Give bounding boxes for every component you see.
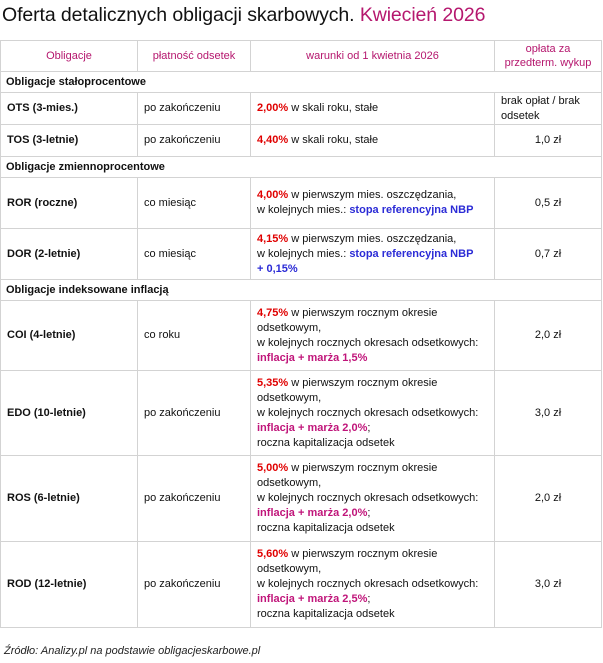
conditions-text: roczna kapitalizacja odsetek — [257, 436, 395, 449]
bond-name: ROR (roczne) — [1, 178, 138, 229]
interest-payment: po zakończeniu — [138, 456, 251, 542]
header-early-redemption-fee: opłata za przedterm. wykup — [495, 41, 602, 72]
table-row-coi — [1, 301, 602, 371]
early-redemption-fee: 3,0 zł — [495, 371, 602, 456]
section-label: Obligacje stałoprocentowe — [1, 72, 602, 93]
conditions-text: w kolejnych mies.: — [257, 247, 350, 260]
interest-payment: po zakończeniu — [138, 93, 251, 125]
initial-rate: 4,00% — [257, 189, 289, 201]
early-redemption-fee: 0,5 zł — [495, 178, 602, 229]
source-note: Źródło: Analizy.pl na podstawie obligacjeskarbowe.pl — [4, 645, 261, 657]
reference-rate: stopa referencyjna NBP — [349, 204, 474, 216]
bond-name: COI (4-letnie) — [1, 301, 138, 371]
conditions-text: ; — [367, 421, 371, 434]
table-row-rod — [1, 542, 602, 628]
interest-payment: co miesiąc — [138, 229, 251, 280]
rate-formula: inflacja + marża 1,5% — [257, 351, 368, 364]
section-fixed-rate — [1, 72, 602, 93]
bond-name: TOS (3-letnie) — [1, 125, 138, 157]
conditions-text: w pierwszym rocznym okresie odsetkowym, — [257, 376, 438, 404]
conditions-text: w pierwszym rocznym okresie odsetkowym, — [257, 306, 438, 334]
section-label: Obligacje zmiennoprocentowe — [1, 157, 602, 178]
header-conditions: warunki od 1 kwietnia 2026 — [251, 41, 495, 72]
bond-name: EDO (10-letnie) — [1, 371, 138, 456]
table-row-dor — [1, 229, 602, 280]
table-row-ots — [1, 93, 602, 125]
conditions-text: w kolejnych rocznych okresach odsetkowych: — [257, 578, 479, 590]
conditions-text: w skali roku, stałe — [288, 102, 379, 114]
initial-rate: 5,00% — [257, 462, 289, 474]
conditions-text: w kolejnych rocznych okresach odsetkowych: — [257, 336, 479, 349]
early-redemption-fee: 2,0 zł — [495, 456, 602, 542]
bond-name: OTS (3-mies.) — [1, 93, 138, 125]
conditions — [251, 125, 495, 157]
conditions-text: w skali roku, stałe — [288, 134, 379, 146]
interest-payment: po zakończeniu — [138, 125, 251, 157]
conditions-text: w kolejnych rocznych okresach odsetkowych: — [257, 406, 479, 419]
initial-rate: 5,35% — [257, 376, 289, 389]
initial-rate: 5,60% — [257, 548, 289, 560]
early-redemption-fee: brak opłat / brak odsetek — [495, 93, 602, 125]
header-bonds: Obligacje — [1, 41, 138, 72]
reference-margin: + 0,15% — [257, 262, 298, 275]
conditions — [251, 93, 495, 125]
bond-name: ROS (6-letnie) — [1, 456, 138, 542]
reference-rate: stopa referencyjna NBP — [349, 247, 474, 260]
rate-formula: inflacja + marża 2,0% — [257, 507, 368, 519]
conditions — [251, 371, 495, 456]
conditions — [251, 178, 495, 229]
early-redemption-fee: 2,0 zł — [495, 301, 602, 371]
interest-payment: co roku — [138, 301, 251, 371]
conditions — [251, 542, 495, 628]
conditions-text: ; — [367, 507, 371, 519]
rate-formula: inflacja + marża 2,0% — [257, 421, 368, 434]
early-redemption-fee: 0,7 zł — [495, 229, 602, 280]
initial-rate: 4,15% — [257, 232, 289, 245]
initial-rate: 2,00% — [257, 102, 289, 114]
conditions-text: roczna kapitalizacja odsetek — [257, 522, 395, 534]
section-floating-rate — [1, 157, 602, 178]
interest-payment: co miesiąc — [138, 178, 251, 229]
conditions-text: w kolejnych mies.: — [257, 204, 350, 216]
conditions — [251, 456, 495, 542]
early-redemption-fee: 1,0 zł — [495, 125, 602, 157]
title-main: Oferta detalicznych obligacji skarbowych. — [2, 4, 360, 26]
conditions-text: w pierwszym rocznym okresie odsetkowym, — [257, 462, 438, 489]
interest-payment: po zakończeniu — [138, 542, 251, 628]
initial-rate: 4,40% — [257, 134, 289, 146]
conditions-text: roczna kapitalizacja odsetek — [257, 608, 395, 620]
bond-name: DOR (2-letnie) — [1, 229, 138, 280]
section-label: Obligacje indeksowane inflacją — [1, 280, 602, 301]
section-inflation-indexed — [1, 280, 602, 301]
conditions — [251, 229, 495, 280]
bond-offer-table — [0, 40, 602, 628]
table-row-edo — [1, 371, 602, 456]
conditions-text: ; — [367, 593, 371, 605]
table-row-ror — [1, 178, 602, 229]
conditions-text: w pierwszym mies. oszczędzania, — [288, 232, 457, 245]
table-header-row — [1, 41, 602, 72]
initial-rate: 4,75% — [257, 306, 289, 319]
conditions-text: w kolejnych rocznych okresach odsetkowych: — [257, 492, 479, 504]
bond-name: ROD (12-letnie) — [1, 542, 138, 628]
interest-payment: po zakończeniu — [138, 371, 251, 456]
conditions-text: w pierwszym rocznym okresie odsetkowym, — [257, 548, 438, 575]
table-row-tos — [1, 125, 602, 157]
early-redemption-fee: 3,0 zł — [495, 542, 602, 628]
conditions — [251, 301, 495, 371]
table-row-ros — [1, 456, 602, 542]
header-interest-payment: płatność odsetek — [138, 41, 251, 72]
page-title — [2, 4, 485, 27]
title-month: Kwiecień 2026 — [359, 4, 486, 26]
rate-formula: inflacja + marża 2,5% — [257, 593, 368, 605]
conditions-text: w pierwszym mies. oszczędzania, — [288, 189, 457, 201]
